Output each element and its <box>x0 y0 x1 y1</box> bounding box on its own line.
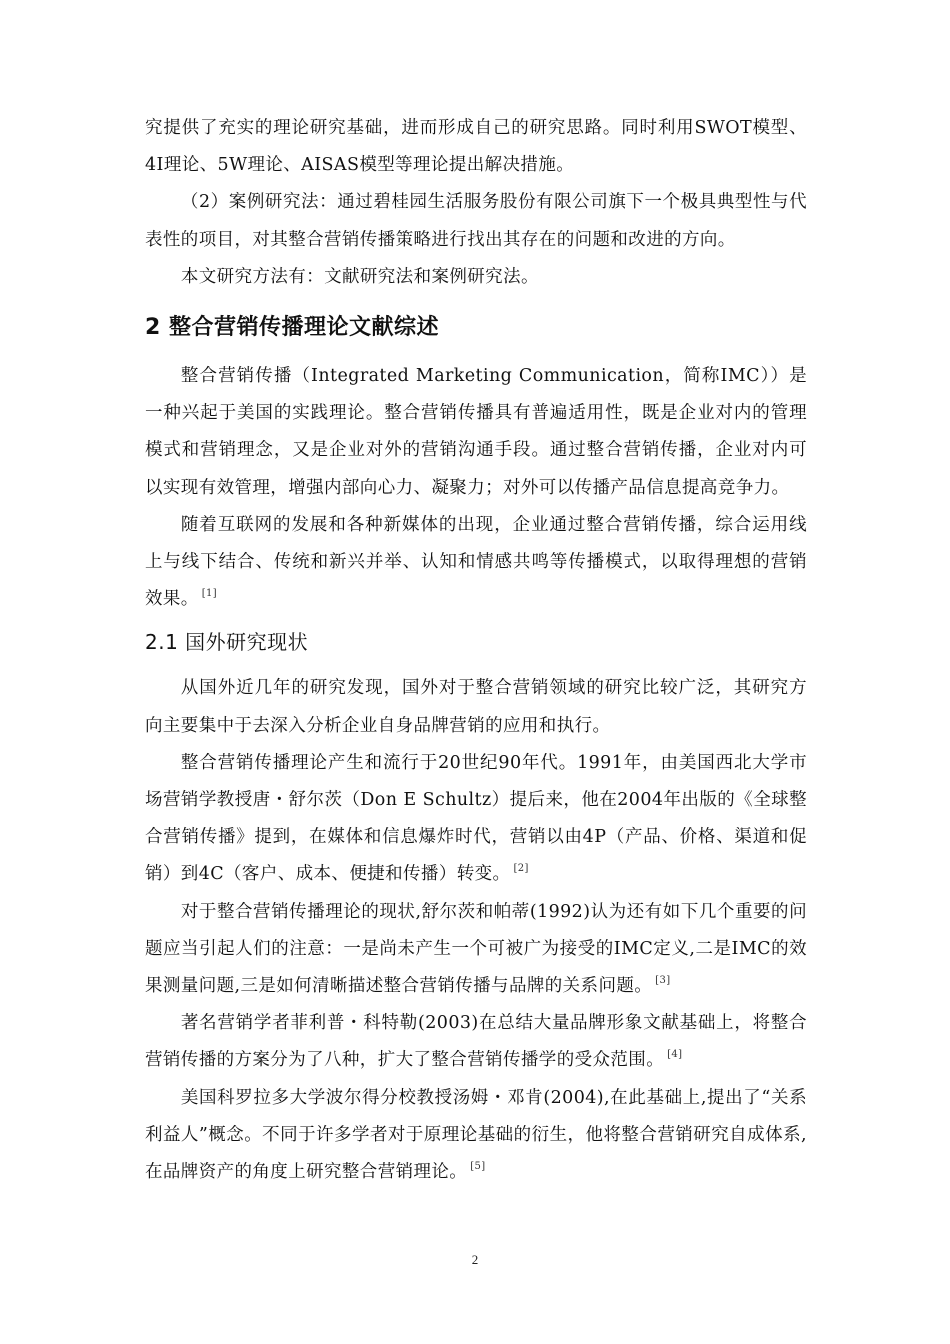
section-2-paragraph-1: 整合营销传播（Integrated Marketing Communication，简称IMC））是一种兴起于美国的实践理论。整合营销传播具有普遍适用性，既是企业对内的管理模式和营销理念，又是企业对外的营销沟通手段。通过整合营销传播，企业对内可以实现有效管理，增强内部向心力、凝聚力；对外可以传播产品信息提高竞争力。 <box>145 366 807 498</box>
section-2-1-paragraph-4 <box>145 1005 807 1079</box>
section-2-1-paragraph-3-text: 对于整合营销传播理论的现状,舒尔茨和帕蒂(1992)认为还有如下几个重要的问题应当引起人们的注意：一是尚未产生一个可被广为接受的IMC定义,二是IMC的效果测量问题,三是如何清晰描述整合营销传播与品牌的关系问题。 <box>145 901 807 997</box>
citation-1: [1] <box>201 588 218 600</box>
section-2-1-paragraph-2 <box>145 745 807 894</box>
page-content <box>145 110 807 1191</box>
section-2-1-paragraph-2-text: 整合营销传播理论产生和流行于20世纪90年代。1991年，由美国西北大学市场营销学教授唐・舒尔茨（Don E Schultz）提后来，他在2004年出版的《全球整合营销传播》提到，在媒体和信息爆炸时代，营销以由4P（产品、价格、渠道和促销）到4C（客户、成本、便捷和传播）转变。 <box>145 752 807 885</box>
section-2-paragraph-2 <box>145 507 807 619</box>
section-2-1-paragraph-3 <box>145 894 807 1006</box>
citation-3: [3] <box>655 975 671 987</box>
section-2-paragraph-2-text: 随着互联网的发展和各种新媒体的出现，企业通过整合营销传播，综合运用线上与线下结合、传统和新兴并举、认知和情感共鸣等传播模式，以取得理想的营销效果。 <box>145 514 807 610</box>
section-2-1-paragraph-5-text: 美国科罗拉多大学波尔得分校教授汤姆・邓肯(2004),在此基础上,提出了“关系利益人”概念。不同于许多学者对于原理论基础的衍生，他将整合营销研究自成体系,在品牌资产的角度上研究整合营销理论。 <box>145 1087 807 1183</box>
section-2-1-heading: 2.1 国外研究现状 <box>145 630 309 655</box>
section-2-1-paragraph-1: 从国外近几年的研究发现，国外对于整合营销领域的研究比较广泛，其研究方向主要集中于去深入分析企业自身品牌营销的应用和执行。 <box>145 678 807 736</box>
citation-5: [5] <box>470 1161 486 1173</box>
intro-paragraph-2: （2）案例研究法：通过碧桂园生活服务股份有限公司旗下一个极具典型性与代表性的项目，对其整合营销传播策略进行找出其存在的问题和改进的方向。 <box>145 192 807 250</box>
intro-paragraph-3: 本文研究方法有：文献研究法和案例研究法。 <box>180 266 539 287</box>
intro-paragraph-1: 究提供了充实的理论研究基础，进而形成自己的研究思路。同时利用SWOT模型、4I理论、5W理论、AISAS模型等理论提出解决措施。 <box>145 118 807 176</box>
citation-4: [4] <box>667 1049 683 1061</box>
section-2-1-paragraph-5 <box>145 1080 807 1192</box>
citation-2: [2] <box>513 863 529 875</box>
section-2-1-paragraph-4-text: 著名营销学者菲利普・科特勒(2003)在总结大量品牌形象文献基础上，将整合营销传播的方案分为了八种，扩大了整合营销传播学的受众范围。 <box>145 1013 807 1071</box>
page-number: 2 <box>471 1252 479 1267</box>
section-2-heading: 2 整合营销传播理论文献综述 <box>145 315 439 341</box>
